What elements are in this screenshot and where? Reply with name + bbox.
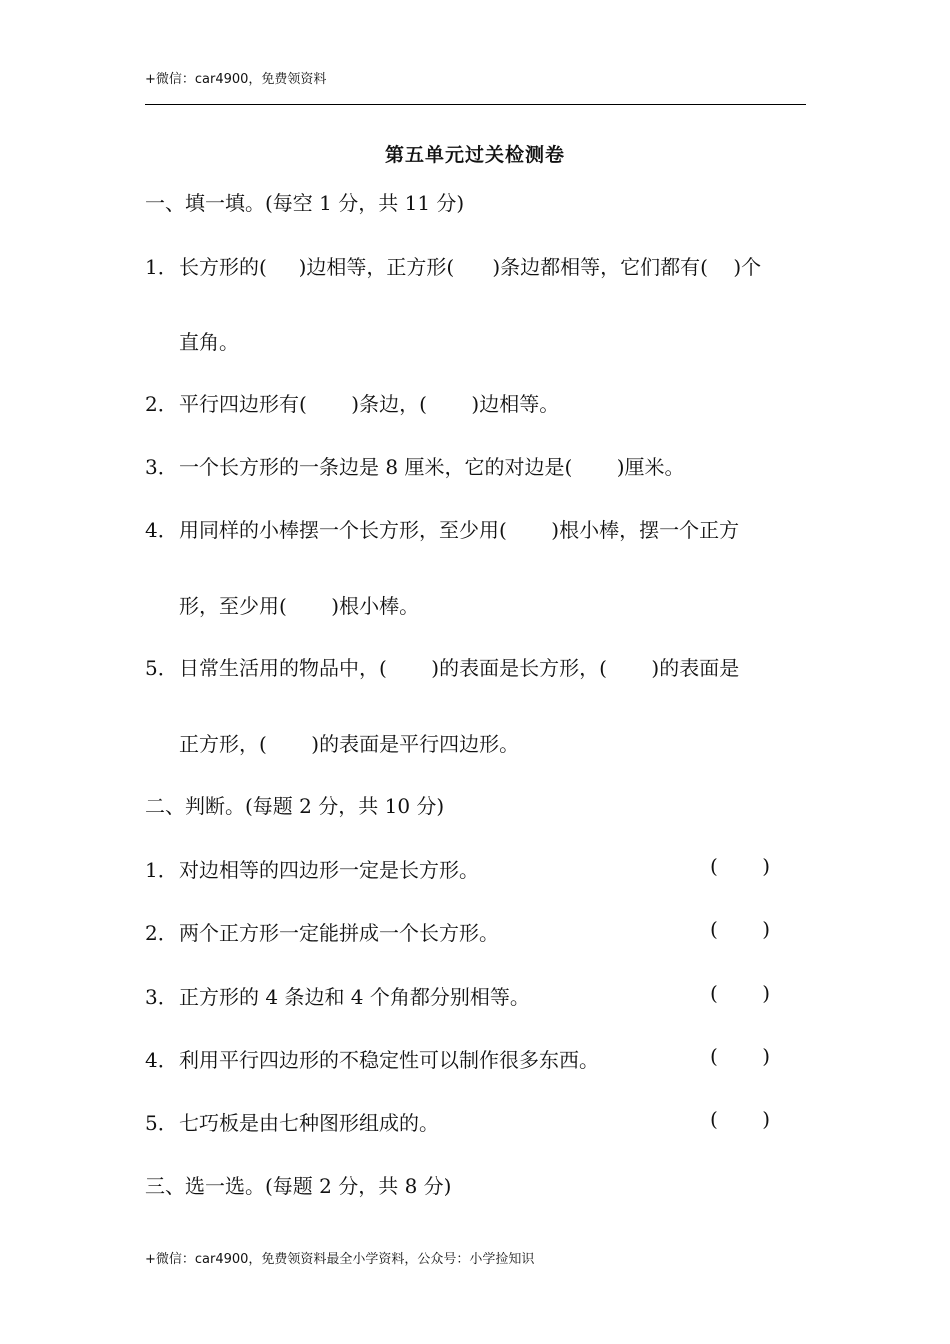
- header-rule: [145, 104, 806, 105]
- question-text: 平行四边形有( )条边，( )边相等。: [179, 392, 560, 416]
- section3-heading: 三、选一选。(每题 2 分，共 8 分): [145, 1174, 452, 1198]
- question-number: 2．: [145, 921, 178, 945]
- question-text: 用同样的小棒摆一个长方形，至少用( )根小棒，摆一个正方: [179, 518, 740, 542]
- question-number: 5．: [145, 656, 178, 680]
- section2-heading: 二、判断。(每题 2 分，共 10 分): [145, 794, 445, 818]
- question-number: 1．: [145, 858, 178, 882]
- answer-blank[interactable]: ( ): [710, 981, 771, 1005]
- question-number: 4．: [145, 518, 178, 542]
- answer-blank[interactable]: ( ): [710, 854, 771, 878]
- answer-blank[interactable]: ( ): [710, 1044, 771, 1068]
- section1-question-5-cont: 正方形，( )的表面是平行四边形。: [179, 732, 520, 756]
- section1-question-3: [145, 451, 685, 480]
- question-text: 对边相等的四边形一定是长方形。: [179, 858, 479, 882]
- question-text: 一个长方形的一条边是 8 厘米，它的对边是( )厘米。: [179, 455, 685, 479]
- section1-question-1-cont: 直角。: [179, 330, 239, 354]
- question-text: 正方形的 4 条边和 4 个角都分别相等。: [179, 985, 530, 1009]
- question-number: 2．: [145, 392, 178, 416]
- section2-item-3: [145, 981, 530, 1010]
- footer-note: +微信：car4900，免费领资料最全小学资料，公众号：小学捡知识: [145, 1252, 535, 1267]
- section2-item-1: [145, 854, 479, 883]
- question-number: 5．: [145, 1111, 178, 1135]
- answer-blank[interactable]: ( ): [710, 1107, 771, 1131]
- question-number: 3．: [145, 455, 178, 479]
- question-text: 长方形的( )边相等，正方形( )条边都相等，它们都有( )个: [179, 255, 762, 279]
- question-text: 日常生活用的物品中，( )的表面是长方形，( )的表面是: [179, 656, 740, 680]
- question-number: 1．: [145, 255, 178, 279]
- question-text: 七巧板是由七种图形组成的。: [179, 1111, 439, 1135]
- section2-item-2: [145, 917, 499, 946]
- section1-question-5: [145, 652, 739, 681]
- section1-question-1: [145, 251, 761, 280]
- section2-item-4: [145, 1044, 599, 1073]
- answer-blank[interactable]: ( ): [710, 917, 771, 941]
- section2-item-5: [145, 1107, 439, 1136]
- page-title: 第五单元过关检测卷: [384, 144, 565, 166]
- section1-question-4: [145, 514, 739, 543]
- question-text: 利用平行四边形的不稳定性可以制作很多东西。: [179, 1048, 599, 1072]
- section1-heading: 一、填一填。(每空 1 分，共 11 分): [145, 191, 465, 215]
- question-text: 两个正方形一定能拼成一个长方形。: [179, 921, 499, 945]
- section1-question-2: [145, 388, 559, 417]
- question-number: 3．: [145, 985, 178, 1009]
- section1-question-4-cont: 形，至少用( )根小棒。: [179, 594, 420, 618]
- header-note: +微信：car4900，免费领资料: [145, 72, 327, 87]
- question-number: 4．: [145, 1048, 178, 1072]
